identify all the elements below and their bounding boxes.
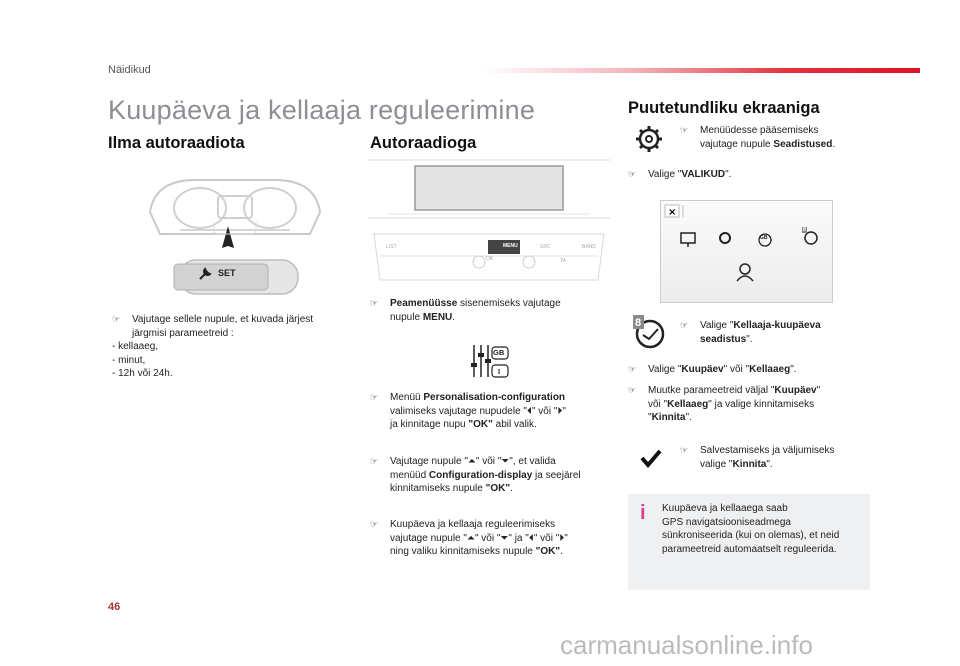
col3-step1-line1: Menüüdesse pääsemiseks xyxy=(700,125,819,136)
list-item: - kellaaeg, xyxy=(112,341,159,353)
bullet-icon: ☞ xyxy=(628,364,637,374)
col2-step4-line2: vajutage nupule "⏶" või "⏷" ja "⏴" või "⏵" xyxy=(390,532,568,544)
bullet-icon: ☞ xyxy=(370,456,379,466)
col2-step2-end: abil valik. xyxy=(492,419,537,431)
col3-step1-a: vajutage nupule xyxy=(700,138,774,150)
col2-step2 xyxy=(370,391,622,432)
wrench-icon xyxy=(198,267,212,281)
col3-step5-c: " xyxy=(816,385,821,396)
col3-step1 xyxy=(680,124,870,151)
col2-step1-menu: MENU xyxy=(422,311,453,323)
col3-step2 xyxy=(628,168,868,182)
heading-radio: Autoraadioga xyxy=(370,134,477,152)
col3-step4-time: Kellaaeg xyxy=(749,364,791,375)
section-label: Näidikud xyxy=(108,64,151,76)
col3-step3-a: Valige " xyxy=(700,320,734,331)
col2-step3-menu-name: Configuration-display xyxy=(428,469,533,481)
info-text xyxy=(662,502,868,556)
set-button-label: SET xyxy=(218,268,236,278)
gb-label: GB xyxy=(493,348,505,357)
col3-step5 xyxy=(628,384,868,425)
col2-step3-line1: Vajutage nupule "⏶" või "⏷", et valida xyxy=(390,456,556,467)
col3-step6-confirm: Kinnita xyxy=(732,458,767,470)
col3-step1-end: . xyxy=(832,138,836,150)
col2-step2-ok: "OK" xyxy=(468,419,493,431)
heading-touchscreen: Puutetundliku ekraaniga xyxy=(628,99,820,117)
col3-step3-menu: Kellaaja-kuupäeva xyxy=(733,320,821,331)
bullet-icon: ☞ xyxy=(628,385,637,395)
ok-button: OK xyxy=(486,256,494,262)
col1-intro-line2: järgmisi parameetreid : xyxy=(132,327,234,339)
col3-step4-c: " või " xyxy=(723,364,750,375)
checkmark-icon xyxy=(640,448,662,468)
bullet-icon: ☞ xyxy=(112,314,121,324)
col2-step2-a: Menüü xyxy=(390,392,424,403)
col3-step6-end: ". xyxy=(766,458,773,470)
col2-step4-ok: "OK" xyxy=(535,546,561,558)
col2-step3-end: . xyxy=(510,483,513,495)
col3-step2-a: Valige " xyxy=(648,169,682,180)
page-number: 46 xyxy=(108,601,121,613)
band-button: BAND xyxy=(582,244,596,250)
bullet-icon: ☞ xyxy=(370,298,379,308)
col3-step6-line1: Salvestamiseks ja väljumiseks xyxy=(700,445,835,456)
col2-step4 xyxy=(370,518,622,559)
col3-step4-date: Kuupäev xyxy=(681,364,724,375)
col3-step5-d: või " xyxy=(648,398,668,410)
col2-step1-end: . xyxy=(452,311,456,323)
col3-step3-end: ". xyxy=(746,333,753,345)
bullet-icon: ☞ xyxy=(680,445,689,455)
header-rule xyxy=(480,68,920,73)
list-button: LIST xyxy=(386,244,397,250)
gear-icon xyxy=(634,124,664,154)
col2-step1-text: sisenemiseks vajutage xyxy=(457,298,561,309)
col3-step2-end: ". xyxy=(725,169,732,180)
col3-step6 xyxy=(680,444,870,471)
col2-step2-menu-name: Personalisation-configuration xyxy=(423,392,566,403)
col2-step4-line3: ning valiku kinnitamiseks nupule xyxy=(390,546,536,558)
src-button: SRC xyxy=(540,244,551,250)
col3-step5-f: " xyxy=(648,412,652,424)
info-line: Kuupäeva ja kellaaega saab xyxy=(662,503,788,514)
col2-step1-line2: nupule xyxy=(390,311,423,323)
col3-step5-e: " ja valige kinnitamiseks xyxy=(708,398,815,410)
col3-step3-menu2: seadistus xyxy=(700,333,747,345)
list-item: - 12h või 24h. xyxy=(112,368,173,380)
list-item: - minut, xyxy=(112,354,146,366)
options-screen xyxy=(661,201,832,302)
svg-text:×: × xyxy=(668,207,677,218)
heading-no-radio: Ilma autoraadiota xyxy=(108,134,245,152)
col3-step5-date: Kuupäev xyxy=(774,385,817,396)
col1-intro-line1: Vajutage sellele nupule, et kuvada järjest xyxy=(132,314,314,325)
col2-step1 xyxy=(370,297,620,324)
col3-step5-a: Muutke parameetreid väljal " xyxy=(648,385,775,396)
page-title: Kuupäeva ja kellaaja reguleerimine xyxy=(108,95,536,125)
col3-step5-confirm: Kinnita xyxy=(651,412,686,424)
info-line: sünkroniseerida (kui on olemas), et neid xyxy=(662,530,840,542)
col3-step4-a: Valige " xyxy=(648,364,682,375)
touchscreen-options-illustration xyxy=(660,200,833,303)
col2-step4-end: . xyxy=(560,546,563,558)
screen-badge: 8 xyxy=(803,227,806,233)
col3-step4 xyxy=(628,363,868,377)
col2-step3 xyxy=(370,455,622,496)
ta-button: TA xyxy=(560,258,567,264)
info-line: GPS navigatsiooniseadmega xyxy=(662,516,791,528)
col2-step1-bold: Peamenüüsse xyxy=(390,298,458,309)
info-line: parameetreid automaatselt reguleerida. xyxy=(662,543,837,555)
col3-step3 xyxy=(680,319,870,346)
bullet-icon: ☞ xyxy=(370,519,379,529)
col3-step6-a: valige " xyxy=(700,458,733,470)
i-label: I xyxy=(498,367,501,376)
col1-text xyxy=(112,313,352,381)
col2-step3-line3: kinnitamiseks nupule xyxy=(390,483,486,495)
bullet-icon: ☞ xyxy=(680,125,689,135)
info-icon: i xyxy=(640,502,646,524)
bullet-icon: ☞ xyxy=(370,392,379,402)
watermark: carmanualsonline.info xyxy=(560,630,813,660)
bullet-icon: ☞ xyxy=(628,169,637,179)
instrument-panel-illustration xyxy=(140,172,330,312)
col2-step3-a: menüüd xyxy=(390,469,429,481)
radio-illustration xyxy=(368,158,610,284)
col2-step2-line3: ja kinnitage nupu xyxy=(390,419,469,431)
screen-gb-label: GB xyxy=(760,235,768,241)
col2-step4-line1: Kuupäeva ja kellaaja reguleerimiseks xyxy=(390,519,556,530)
col2-step2-line2: valimiseks vajutage nupudele "⏴" või "⏵" xyxy=(390,405,566,417)
menu-button: MENU xyxy=(503,243,518,249)
col3-step5-time: Kellaaeg xyxy=(667,398,709,410)
col2-step3-ok: "OK" xyxy=(485,483,511,495)
clock-badge: 8 xyxy=(635,317,642,329)
bullet-icon: ☞ xyxy=(680,320,689,330)
col3-step4-end: ". xyxy=(790,364,797,375)
col3-step2-options: VALIKUD xyxy=(681,169,726,180)
col3-step5-end: ". xyxy=(685,412,692,424)
col3-step1-settings: Seadistused xyxy=(773,138,833,150)
col2-step3-c: ja seejärel xyxy=(532,469,581,481)
